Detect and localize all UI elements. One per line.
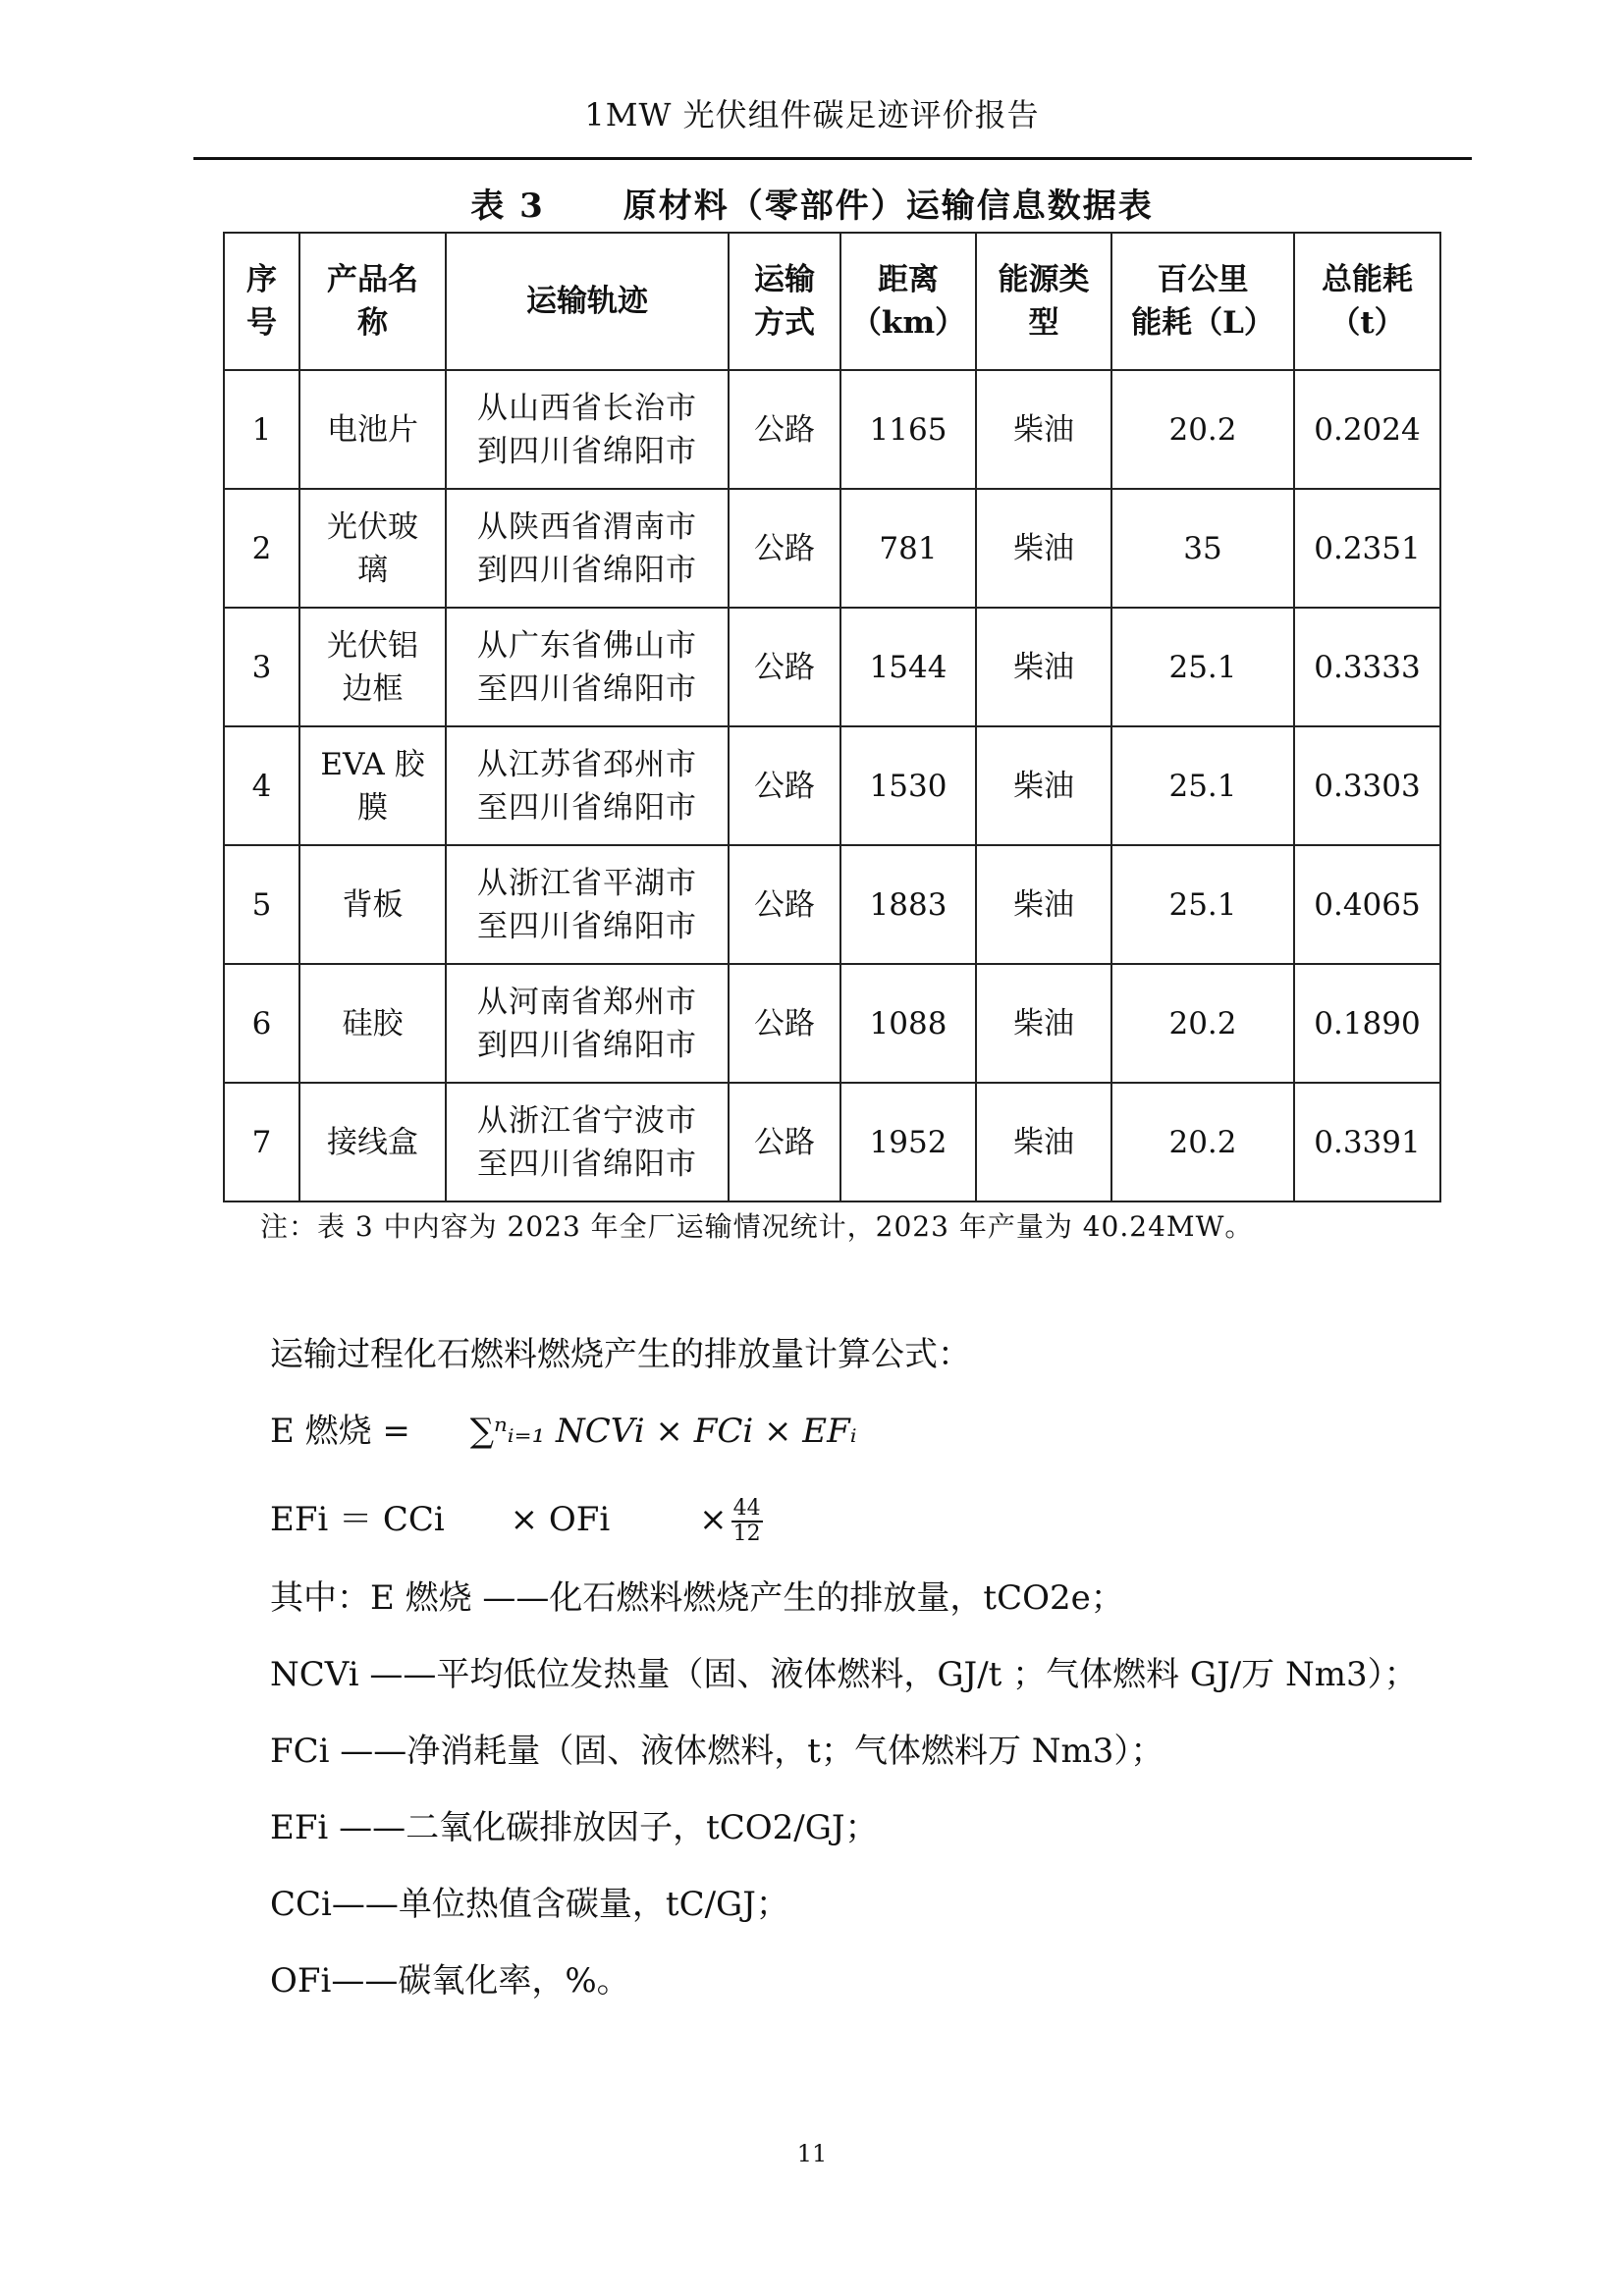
page-number: 11 xyxy=(796,2140,828,2167)
cell-no: 5 xyxy=(224,845,299,964)
table-row xyxy=(224,489,1440,608)
cell-route: 从山西省长治市 到四川省绵阳市 xyxy=(446,370,729,489)
definition-fci: FCi ——净消耗量（固、液体燃料，t；气体燃料万 Nm3）； xyxy=(270,1732,1164,1771)
cell-energy-type: 柴油 xyxy=(976,726,1111,845)
table-row xyxy=(224,726,1440,845)
col-header-total: 总能耗 （t） xyxy=(1294,233,1440,370)
table-header-row xyxy=(224,233,1440,370)
col-header-mode: 运输 方式 xyxy=(729,233,840,370)
table-note: 注：表 3 中内容为 2023 年全厂运输情况统计，2023 年产量为 40.24MW。 xyxy=(260,1210,1254,1243)
definition-ncvi: NCVi ——平均低位发热量（固、液体燃料，GJ/t ；气体燃料 GJ/万 Nm3）； xyxy=(270,1655,1418,1694)
cell-distance: 1952 xyxy=(840,1083,976,1201)
formula-ef-fraction xyxy=(731,1497,763,1546)
fraction-denominator: 12 xyxy=(732,1522,761,1546)
cell-distance: 1088 xyxy=(840,964,976,1083)
cell-total: 0.1890 xyxy=(1294,964,1440,1083)
cell-total: 0.3391 xyxy=(1294,1083,1440,1201)
formula-e-rhs: ∑ⁿᵢ₌₁ NCVi × FCi × EFᵢ xyxy=(469,1412,857,1451)
table-row xyxy=(224,370,1440,489)
definition-ofi: OFi——碳氧化率，%。 xyxy=(270,1961,630,2001)
cell-total: 0.3333 xyxy=(1294,608,1440,726)
table-caption xyxy=(0,179,1624,227)
cell-distance: 1883 xyxy=(840,845,976,964)
header-rule xyxy=(193,157,1472,160)
col-header-energy-type: 能源类 型 xyxy=(976,233,1111,370)
cell-mode: 公路 xyxy=(729,489,840,608)
cell-distance: 1165 xyxy=(840,370,976,489)
cell-mode: 公路 xyxy=(729,370,840,489)
cell-no: 2 xyxy=(224,489,299,608)
cell-route: 从陕西省渭南市 到四川省绵阳市 xyxy=(446,489,729,608)
cell-product: 光伏铝 边框 xyxy=(299,608,446,726)
cell-total: 0.2351 xyxy=(1294,489,1440,608)
cell-energy-type: 柴油 xyxy=(976,964,1111,1083)
cell-energy-type: 柴油 xyxy=(976,489,1111,608)
cell-product: 背板 xyxy=(299,845,446,964)
cell-no: 7 xyxy=(224,1083,299,1201)
report-header-title: 1MW 光伏组件碳足迹评价报告 xyxy=(584,96,1040,133)
col-header-no: 序 号 xyxy=(224,233,299,370)
cell-total: 0.2024 xyxy=(1294,370,1440,489)
cell-distance: 781 xyxy=(840,489,976,608)
table-row xyxy=(224,1083,1440,1201)
cell-product: 接线盒 xyxy=(299,1083,446,1201)
formula-ef-times: × xyxy=(699,1500,728,1539)
cell-no: 1 xyxy=(224,370,299,489)
cell-mode: 公路 xyxy=(729,964,840,1083)
cell-energy-type: 柴油 xyxy=(976,370,1111,489)
cell-product: EVA 胶 膜 xyxy=(299,726,446,845)
definition-efi: EFi ——二氧化碳排放因子，tCO2/GJ； xyxy=(270,1808,879,1847)
cell-mode: 公路 xyxy=(729,845,840,964)
cell-per100km: 20.2 xyxy=(1111,370,1294,489)
formula-ef-mid: × OFi xyxy=(510,1500,611,1539)
cell-product: 电池片 xyxy=(299,370,446,489)
formula-ef-lhs: EFi ＝ CCi xyxy=(270,1500,445,1539)
cell-energy-type: 柴油 xyxy=(976,845,1111,964)
cell-per100km: 25.1 xyxy=(1111,845,1294,964)
formula-intro: 运输过程化石燃料燃烧产生的排放量计算公式： xyxy=(270,1335,971,1374)
cell-per100km: 20.2 xyxy=(1111,964,1294,1083)
cell-total: 0.3303 xyxy=(1294,726,1440,845)
cell-distance: 1544 xyxy=(840,608,976,726)
cell-no: 4 xyxy=(224,726,299,845)
col-header-route: 运输轨迹 xyxy=(446,233,729,370)
table-row xyxy=(224,845,1440,964)
cell-distance: 1530 xyxy=(840,726,976,845)
col-header-distance: 距离 （km） xyxy=(840,233,976,370)
cell-mode: 公路 xyxy=(729,1083,840,1201)
cell-no: 3 xyxy=(224,608,299,726)
definition-cci: CCi——单位热值含碳量，tC/GJ； xyxy=(270,1885,789,1924)
cell-total: 0.4065 xyxy=(1294,845,1440,964)
col-header-per100km: 百公里 能耗（L） xyxy=(1111,233,1294,370)
table-row xyxy=(224,964,1440,1083)
formula-e-lhs: E 燃烧 = xyxy=(270,1412,410,1451)
cell-energy-type: 柴油 xyxy=(976,608,1111,726)
cell-per100km: 35 xyxy=(1111,489,1294,608)
cell-no: 6 xyxy=(224,964,299,1083)
cell-route: 从广东省佛山市 至四川省绵阳市 xyxy=(446,608,729,726)
cell-per100km: 25.1 xyxy=(1111,608,1294,726)
formula-ef xyxy=(270,1492,763,1546)
cell-per100km: 25.1 xyxy=(1111,726,1294,845)
definition-e-burn: 其中：E 燃烧 ——化石燃料燃烧产生的排放量，tCO2e； xyxy=(270,1578,1124,1618)
cell-route: 从浙江省宁波市 至四川省绵阳市 xyxy=(446,1083,729,1201)
fraction-numerator: 44 xyxy=(732,1496,761,1521)
transport-data-table xyxy=(223,232,1441,1202)
cell-energy-type: 柴油 xyxy=(976,1083,1111,1201)
cell-product: 硅胶 xyxy=(299,964,446,1083)
cell-product: 光伏玻 璃 xyxy=(299,489,446,608)
cell-mode: 公路 xyxy=(729,726,840,845)
formula-e-burn xyxy=(270,1404,857,1452)
cell-per100km: 20.2 xyxy=(1111,1083,1294,1201)
table-caption-title: 原材料（零部件）运输信息数据表 xyxy=(623,187,1154,226)
cell-route: 从江苏省邳州市 至四川省绵阳市 xyxy=(446,726,729,845)
table-caption-label: 表 3 xyxy=(470,187,545,226)
col-header-product: 产品名 称 xyxy=(299,233,446,370)
cell-mode: 公路 xyxy=(729,608,840,726)
table-row xyxy=(224,608,1440,726)
cell-route: 从浙江省平湖市 至四川省绵阳市 xyxy=(446,845,729,964)
cell-route: 从河南省郑州市 到四川省绵阳市 xyxy=(446,964,729,1083)
